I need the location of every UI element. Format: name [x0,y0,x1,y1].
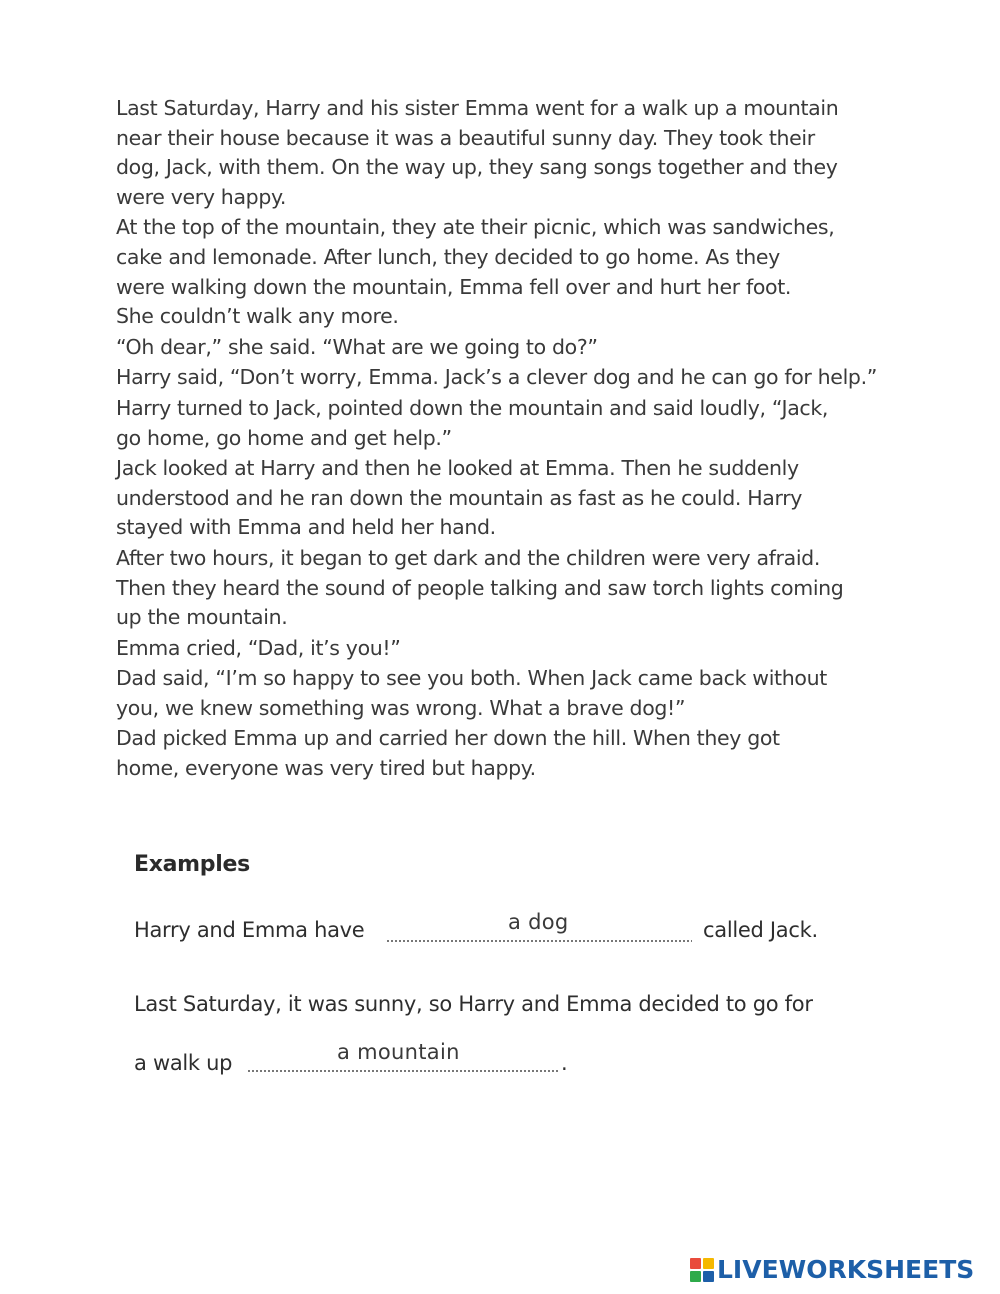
logo-square-red [690,1258,701,1269]
example-2-answer: a mountain [337,1040,460,1064]
liveworksheets-logo [690,1255,974,1284]
logo-square-blue [703,1271,714,1282]
example-1-after-text: called Jack. [703,918,818,942]
example-1-answer-line [386,939,692,943]
story-paragraph-4: Harry said, “Don’t worry, Emma. Jack’s a clever dog and he can go for help.” [116,365,878,390]
logo-square-yellow [703,1258,714,1269]
example-2-line-1: Last Saturday, it was sunny, so Harry and Emma decided to go for [134,992,813,1016]
logo-square-green [690,1271,701,1282]
example-2-before-text: a walk up [134,1051,233,1075]
story-paragraph-1: Last Saturday, Harry and his sister Emma went for a walk up a mountain near their house because it was a beautiful sunny day. They took their dog, Jack, with them. On the way up, they sang songs together and they were very happy. [116,96,839,209]
story-paragraph-5: Harry turned to Jack, pointed down the mountain and said loudly, “Jack, go home, go home and get help.” [116,395,829,450]
story-paragraph-8: Emma cried, “Dad, it’s you!” [116,635,401,660]
example-1-before-text: Harry and Emma have [134,918,365,942]
example-2-answer-line [247,1069,559,1073]
example-1-answer: a dog [508,910,569,934]
story-paragraph-6: Jack looked at Harry and then he looked at Emma. Then he suddenly understood and he ran down the mountain as fast as he could. Harry stayed with Emma and held her hand. [116,456,803,540]
example-2-after-text: . [561,1051,568,1075]
liveworksheets-logo-icon [690,1258,714,1282]
story-paragraph-3: “Oh dear,” she said. “What are we going to do?” [116,334,598,359]
story-paragraph-10: Dad picked Emma up and carried her down the hill. When they got home, everyone was very tired but happy. [116,726,780,781]
story-text [116,94,916,784]
story-paragraph-2: At the top of the mountain, they ate their picnic, which was sandwiches, cake and lemonade. After lunch, they decided to go home. As they were walking down the mountain, Emma fell over and hurt her foot. She couldn’t walk any more. [116,215,835,329]
examples-heading: Examples [134,852,250,877]
liveworksheets-logo-text: LIVEWORKSHEETS [717,1255,975,1284]
story-paragraph-9: Dad said, “I’m so happy to see you both. When Jack came back without you, we knew something was wrong. What a brave dog!” [116,666,827,720]
story-paragraph-7: After two hours, it began to get dark and the children were very afraid. Then they heard the sound of people talking and saw torch lights coming up the mountain. [116,545,844,630]
